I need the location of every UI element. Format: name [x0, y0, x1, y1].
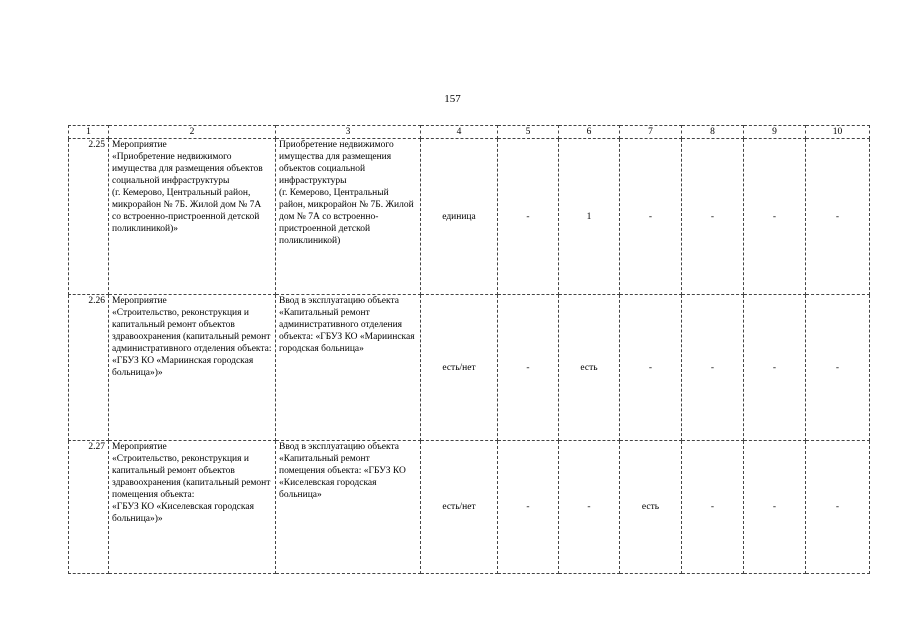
value-cell: 1	[559, 139, 620, 295]
value-cell: -	[498, 295, 559, 441]
page-number: 157	[444, 93, 461, 105]
value-cell: -	[498, 139, 559, 295]
column-header: 2	[109, 126, 276, 139]
unit-cell: есть/нет	[421, 441, 498, 574]
column-header: 3	[276, 126, 421, 139]
value-cell: -	[682, 295, 744, 441]
indicator-name: Приобретение недвижимого имущества для размещения объектов социальной инфраструктуры (г. Кемерово, Центральный район, микрорайон № 7Б. Жилой дом № 7А со встроенно-пристроенной детской поликлиникой)	[276, 139, 421, 295]
column-header: 4	[421, 126, 498, 139]
value-cell: -	[620, 139, 682, 295]
program-table	[68, 125, 870, 574]
column-header: 6	[559, 126, 620, 139]
value-cell: -	[682, 139, 744, 295]
value-cell: -	[806, 441, 870, 574]
value-cell: -	[744, 295, 806, 441]
event-name: Мероприятие «Строительство, реконструкция и капитальный ремонт объектов здравоохранения (капитальный ремонт административного отделения объекта: «ГБУЗ КО «Мариинская городская больница»)»	[109, 295, 276, 441]
value-cell: -	[744, 139, 806, 295]
value-cell: -	[682, 441, 744, 574]
column-header: 9	[744, 126, 806, 139]
value-cell: -	[559, 441, 620, 574]
table-row	[69, 295, 870, 441]
column-header: 10	[806, 126, 870, 139]
column-header: 1	[69, 126, 109, 139]
event-name: Мероприятие «Приобретение недвижимого имущества для размещения объектов социальной инфраструктуры (г. Кемерово, Центральный район, микрорайон № 7Б. Жилой дом № 7А со встроенно-пристроенной детской поликлиникой)»	[109, 139, 276, 295]
header-row	[69, 126, 870, 139]
value-cell: -	[498, 441, 559, 574]
value-cell: -	[744, 441, 806, 574]
event-name: Мероприятие «Строительство, реконструкция и капитальный ремонт объектов здравоохранения (капитальный ремонт помещения объекта: «ГБУЗ КО «Киселевская городская больница»)»	[109, 441, 276, 574]
value-cell: -	[806, 139, 870, 295]
row-number: 2.27	[69, 441, 109, 574]
table-row	[69, 441, 870, 574]
column-header: 8	[682, 126, 744, 139]
table-row	[69, 139, 870, 295]
row-number: 2.25	[69, 139, 109, 295]
column-header: 5	[498, 126, 559, 139]
indicator-name: Ввод в эксплуатацию объекта «Капитальный ремонт помещения объекта: «ГБУЗ КО «Киселевская городская больница»	[276, 441, 421, 574]
row-number: 2.26	[69, 295, 109, 441]
column-header: 7	[620, 126, 682, 139]
value-cell: есть	[620, 441, 682, 574]
unit-cell: единица	[421, 139, 498, 295]
unit-cell: есть/нет	[421, 295, 498, 441]
value-cell: -	[620, 295, 682, 441]
value-cell: есть	[559, 295, 620, 441]
value-cell: -	[806, 295, 870, 441]
indicator-name: Ввод в эксплуатацию объекта «Капитальный ремонт административного отделения объекта: «ГБУЗ КО «Мариинская городская больница»	[276, 295, 421, 441]
